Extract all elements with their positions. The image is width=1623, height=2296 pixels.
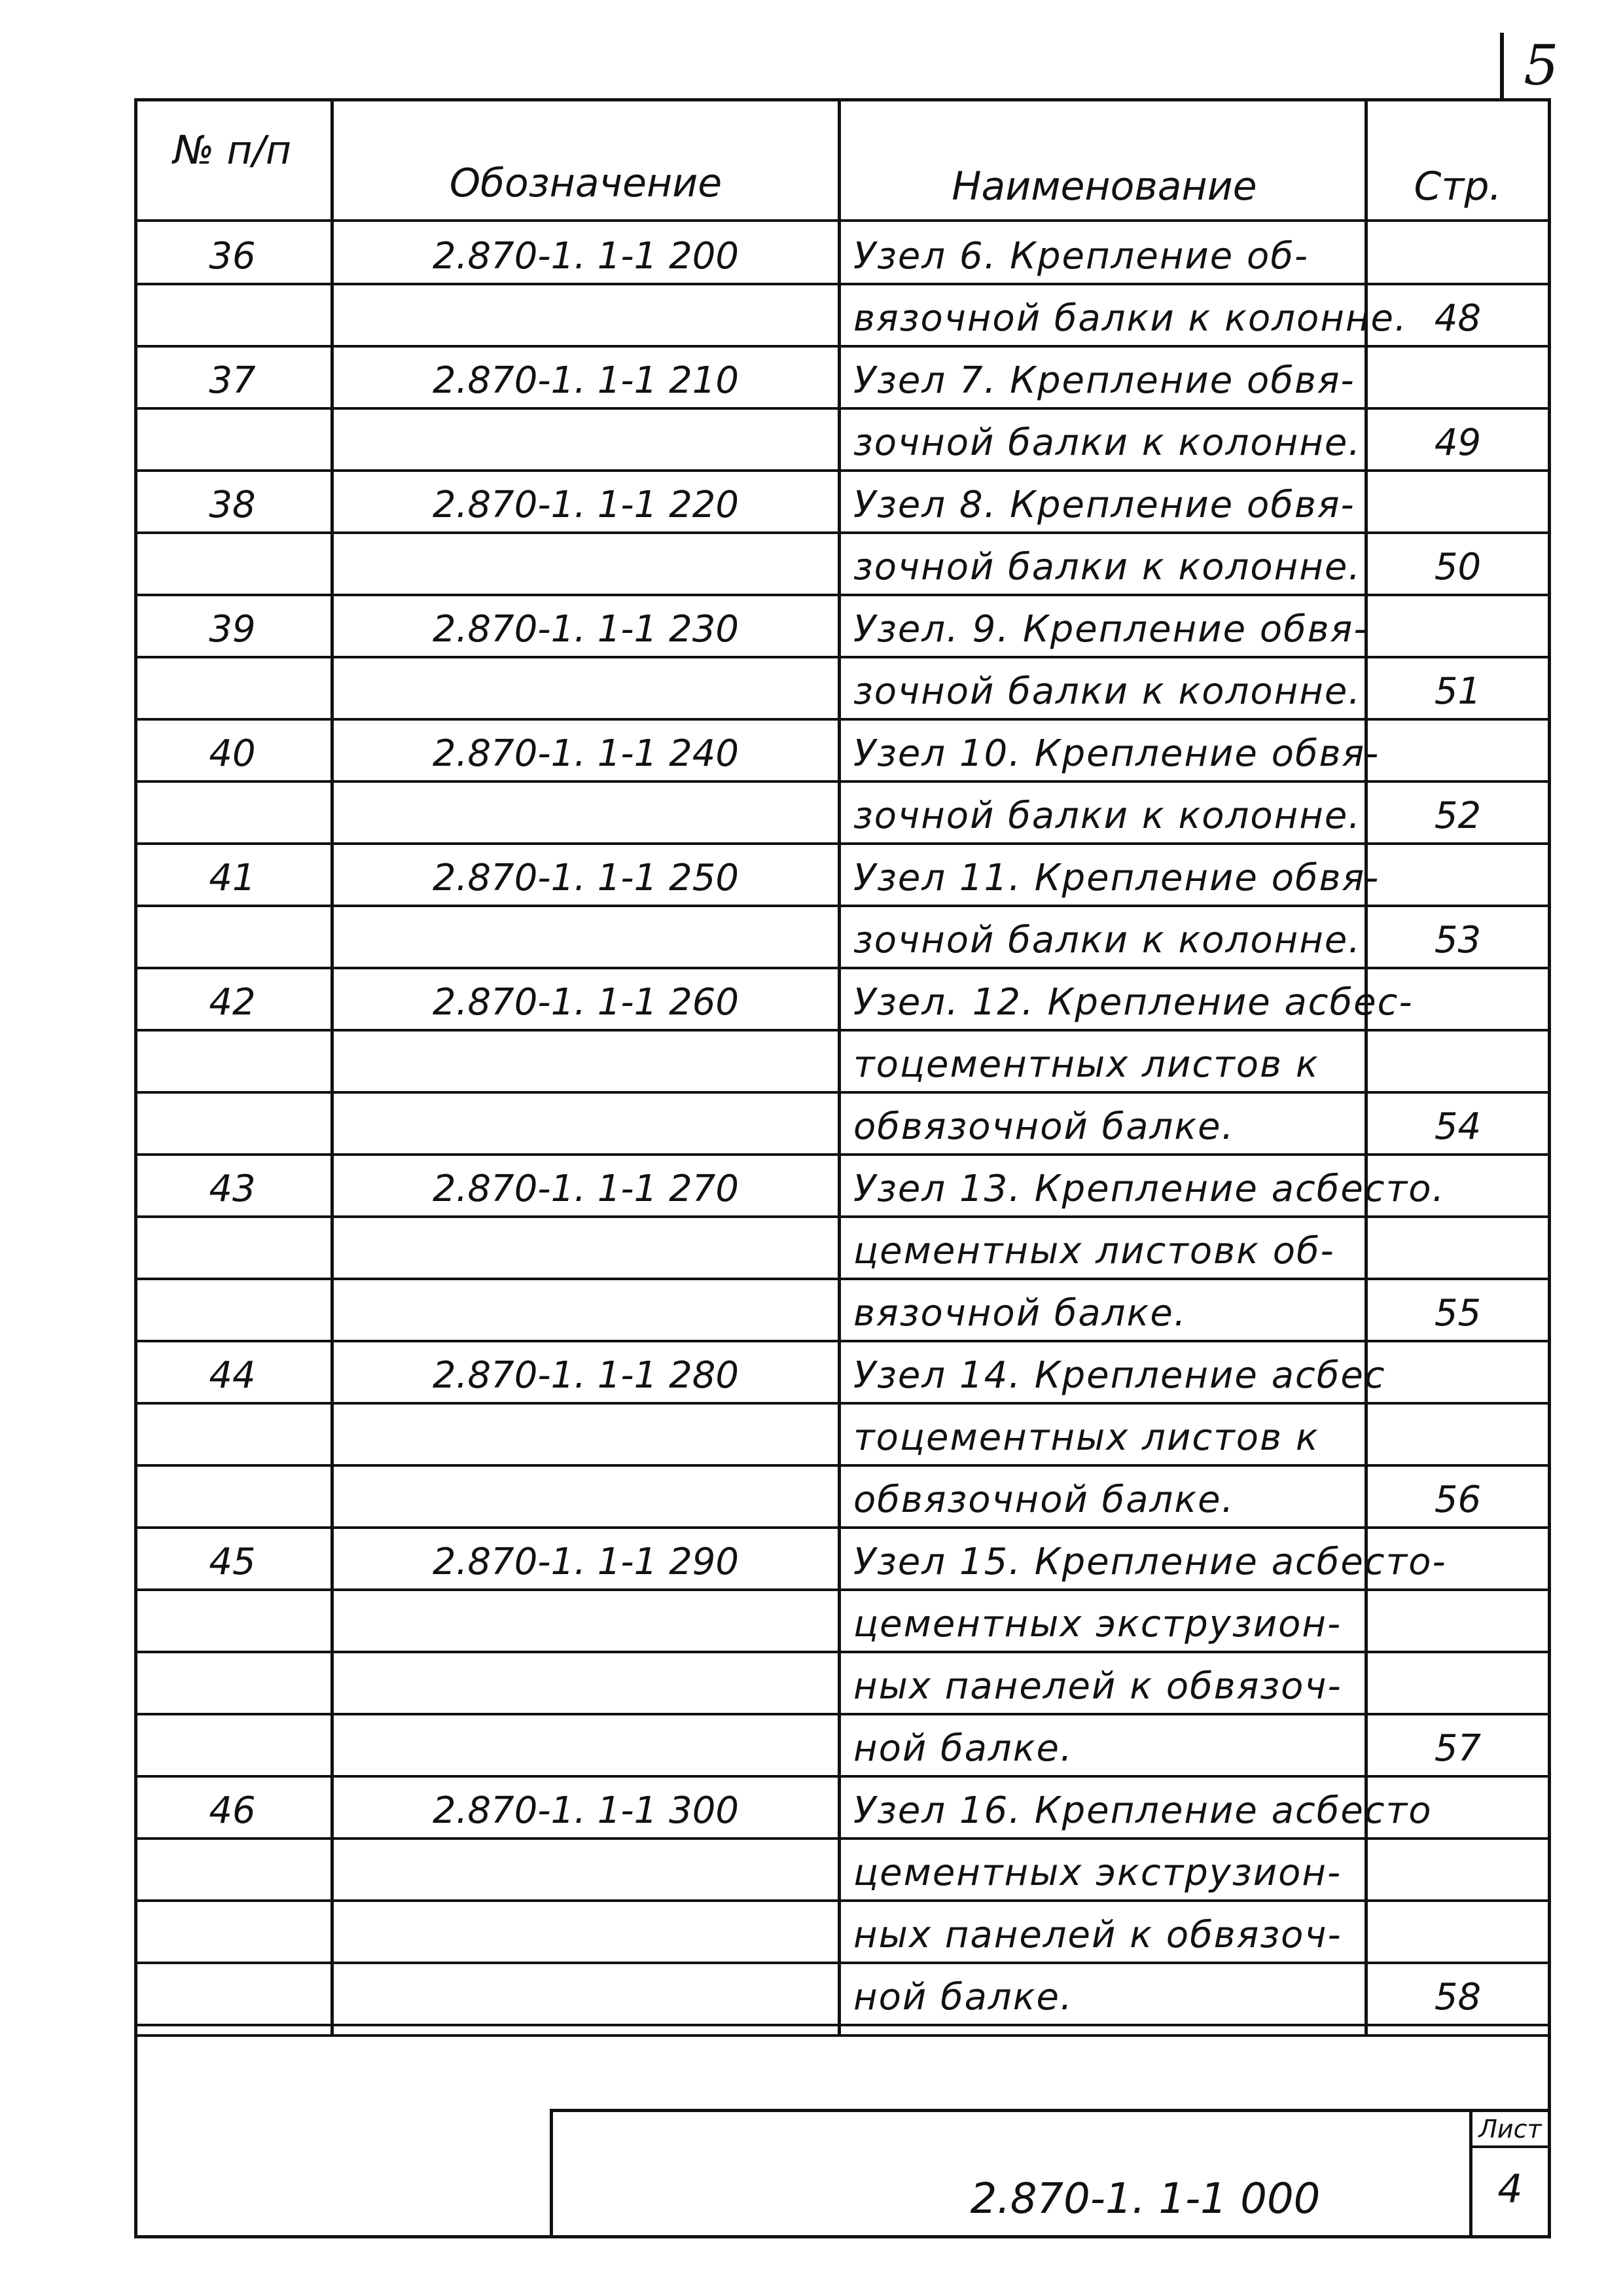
row-name: Узел. 12. Крепление асбес- <box>853 981 1414 1024</box>
row-designation <box>334 659 838 718</box>
row-number <box>134 1281 330 1340</box>
row-designation <box>334 783 838 842</box>
row-designation: 2.870-1. 1-1 240 <box>433 732 739 775</box>
row-page: 48 <box>1434 297 1482 340</box>
row-divider <box>134 2024 1551 2026</box>
row-divider <box>134 1962 1551 1964</box>
row-divider <box>134 1029 1551 1031</box>
row-number: 44 <box>209 1354 256 1397</box>
row-number <box>134 1654 330 1713</box>
row-name: зочной балки к колонне. <box>853 795 1362 837</box>
title-block-code: 2.870-1. 1-1 000 <box>970 2175 1321 2223</box>
row-divider <box>134 1837 1551 1840</box>
row-number <box>134 1032 330 1091</box>
row-divider <box>134 1588 1551 1591</box>
row-designation <box>334 1716 838 1775</box>
row-name: цементных экструзион- <box>853 1852 1342 1894</box>
row-divider <box>134 345 1551 348</box>
row-name: обвязочной балке. <box>853 1479 1235 1521</box>
row-designation: 2.870-1. 1-1 280 <box>433 1354 739 1397</box>
row-designation: 2.870-1. 1-1 220 <box>433 484 739 526</box>
row-name: тоцементных листов к <box>853 1416 1319 1459</box>
header-num: № п/п <box>173 128 292 173</box>
row-page <box>1368 1592 1548 1651</box>
row-page <box>1368 1343 1548 1402</box>
row-designation <box>334 1903 838 1962</box>
row-number <box>134 410 330 469</box>
row-designation: 2.870-1. 1-1 300 <box>433 1789 739 1832</box>
row-divider <box>134 967 1551 969</box>
row-number: 36 <box>209 235 256 278</box>
row-number: 41 <box>209 857 256 899</box>
row-page <box>1368 473 1548 531</box>
page-number: 5 <box>1524 33 1559 98</box>
row-number <box>134 1965 330 2024</box>
row-number <box>134 1219 330 1278</box>
row-name: ной балке. <box>853 1727 1073 1770</box>
row-designation <box>334 1219 838 1278</box>
row-page <box>1368 224 1548 283</box>
row-name: Узел 16. Крепление асбесто <box>853 1789 1433 1832</box>
row-name: Узел 11. Крепление обвя- <box>853 857 1380 899</box>
row-designation <box>334 410 838 469</box>
row-name: зочной балки к колонне. <box>853 919 1362 961</box>
row-name: Узел 7. Крепление обвя- <box>853 359 1355 402</box>
row-designation <box>334 1405 838 1464</box>
row-divider <box>134 594 1551 596</box>
row-designation: 2.870-1. 1-1 260 <box>433 981 739 1024</box>
row-page <box>1368 721 1548 780</box>
row-page <box>1368 597 1548 656</box>
header-designation: Обозначение <box>449 160 722 206</box>
row-name: тоцементных листов к <box>853 1043 1319 1086</box>
row-name: цементных экструзион- <box>853 1603 1342 1645</box>
row-designation <box>334 1840 838 1899</box>
row-designation: 2.870-1. 1-1 210 <box>433 359 739 402</box>
row-name: зочной балки к колонне. <box>853 422 1362 464</box>
row-name: Узел 15. Крепление асбесто- <box>853 1541 1447 1583</box>
row-divider <box>134 1091 1551 1094</box>
row-page <box>1368 1654 1548 1713</box>
row-divider <box>134 1775 1551 1778</box>
row-name: вязочной балке. <box>853 1292 1187 1335</box>
row-number: 38 <box>209 484 256 526</box>
row-number <box>134 1840 330 1899</box>
row-page <box>1368 846 1548 905</box>
row-number: 46 <box>209 1789 256 1832</box>
row-number <box>134 1467 330 1526</box>
row-name: вязочной балки к колонне. <box>853 297 1408 340</box>
row-number <box>134 659 330 718</box>
row-page: 57 <box>1434 1727 1482 1770</box>
row-name: цементных листовк об- <box>853 1230 1335 1272</box>
row-divider <box>134 469 1551 472</box>
row-designation: 2.870-1. 1-1 290 <box>433 1541 739 1583</box>
row-divider <box>134 718 1551 721</box>
row-number <box>134 908 330 967</box>
row-designation <box>334 1467 838 1526</box>
row-page <box>1368 348 1548 407</box>
row-designation <box>334 286 838 345</box>
row-page: 58 <box>1434 1976 1482 2018</box>
row-page: 49 <box>1434 422 1482 464</box>
row-name: ной балке. <box>853 1976 1073 2018</box>
row-divider <box>134 1713 1551 1715</box>
sheet-number: 4 <box>1497 2166 1523 2212</box>
row-designation <box>334 1965 838 2024</box>
row-divider <box>134 1340 1551 1342</box>
row-name: Узел 6. Крепление об- <box>853 235 1310 278</box>
row-divider <box>134 1402 1551 1405</box>
row-number <box>134 1405 330 1464</box>
row-divider <box>134 1651 1551 1653</box>
table-bottom-line <box>134 2034 1551 2037</box>
row-page <box>1368 1530 1548 1588</box>
row-designation <box>334 1654 838 1713</box>
row-divider <box>134 780 1551 783</box>
row-designation <box>334 535 838 594</box>
row-page <box>1368 1778 1548 1837</box>
row-designation: 2.870-1. 1-1 270 <box>433 1168 739 1210</box>
row-number: 37 <box>209 359 256 402</box>
row-page <box>1368 1219 1548 1278</box>
row-divider <box>134 531 1551 534</box>
row-divider <box>134 1153 1551 1156</box>
row-number: 40 <box>209 732 256 775</box>
row-number: 39 <box>209 608 256 651</box>
row-divider <box>134 905 1551 907</box>
row-designation <box>334 908 838 967</box>
row-page: 50 <box>1434 546 1482 588</box>
row-page: 54 <box>1434 1105 1482 1148</box>
row-divider <box>134 656 1551 658</box>
sheet-label: Лист <box>1472 2113 1548 2148</box>
row-divider <box>134 1526 1551 1529</box>
row-number <box>134 1716 330 1775</box>
row-number <box>134 1094 330 1153</box>
row-name: Узел. 9. Крепление обвя- <box>853 608 1368 651</box>
row-name: обвязочной балке. <box>853 1105 1235 1148</box>
row-name: Узел 14. Крепление асбес <box>853 1354 1386 1397</box>
row-name: Узел 10. Крепление обвя- <box>853 732 1380 775</box>
row-name: Узел 8. Крепление обвя- <box>853 484 1355 526</box>
row-divider <box>134 1464 1551 1467</box>
row-number <box>134 286 330 345</box>
page-number-bar <box>1500 33 1504 98</box>
row-page <box>1368 1157 1548 1215</box>
row-divider <box>134 1278 1551 1280</box>
row-divider <box>134 842 1551 845</box>
row-page: 52 <box>1434 795 1482 837</box>
row-page <box>1368 1032 1548 1091</box>
row-divider <box>134 407 1551 410</box>
row-designation: 2.870-1. 1-1 230 <box>433 608 739 651</box>
row-number <box>134 1592 330 1651</box>
header-name: Наименование <box>952 164 1257 209</box>
row-designation <box>334 1281 838 1340</box>
row-number: 43 <box>209 1168 256 1210</box>
row-divider <box>134 1899 1551 1902</box>
header-divider <box>134 219 1551 222</box>
row-designation: 2.870-1. 1-1 200 <box>433 235 739 278</box>
row-name: ных панелей к обвязоч- <box>853 1914 1342 1956</box>
row-page: 51 <box>1434 670 1482 713</box>
row-page: 56 <box>1434 1479 1482 1521</box>
row-number: 45 <box>209 1541 256 1583</box>
row-number <box>134 535 330 594</box>
row-number <box>134 783 330 842</box>
row-divider <box>134 1215 1551 1218</box>
row-page: 53 <box>1434 919 1482 961</box>
row-designation <box>334 1592 838 1651</box>
row-name: зочной балки к колонне. <box>853 670 1362 713</box>
row-number <box>134 1903 330 1962</box>
row-page <box>1368 1840 1548 1899</box>
row-name: Узел 13. Крепление асбесто. <box>853 1168 1446 1210</box>
row-divider <box>134 283 1551 285</box>
header-page: Стр. <box>1414 164 1502 209</box>
row-page <box>1368 1405 1548 1464</box>
row-name: ных панелей к обвязоч- <box>853 1665 1342 1708</box>
row-number: 42 <box>209 981 256 1024</box>
row-designation <box>334 1094 838 1153</box>
row-designation: 2.870-1. 1-1 250 <box>433 857 739 899</box>
row-page: 55 <box>1434 1292 1482 1335</box>
row-name: зочной балки к колонне. <box>853 546 1362 588</box>
row-page <box>1368 1903 1548 1962</box>
row-designation <box>334 1032 838 1091</box>
row-page <box>1368 970 1548 1029</box>
column-divider-designation <box>838 98 841 2036</box>
